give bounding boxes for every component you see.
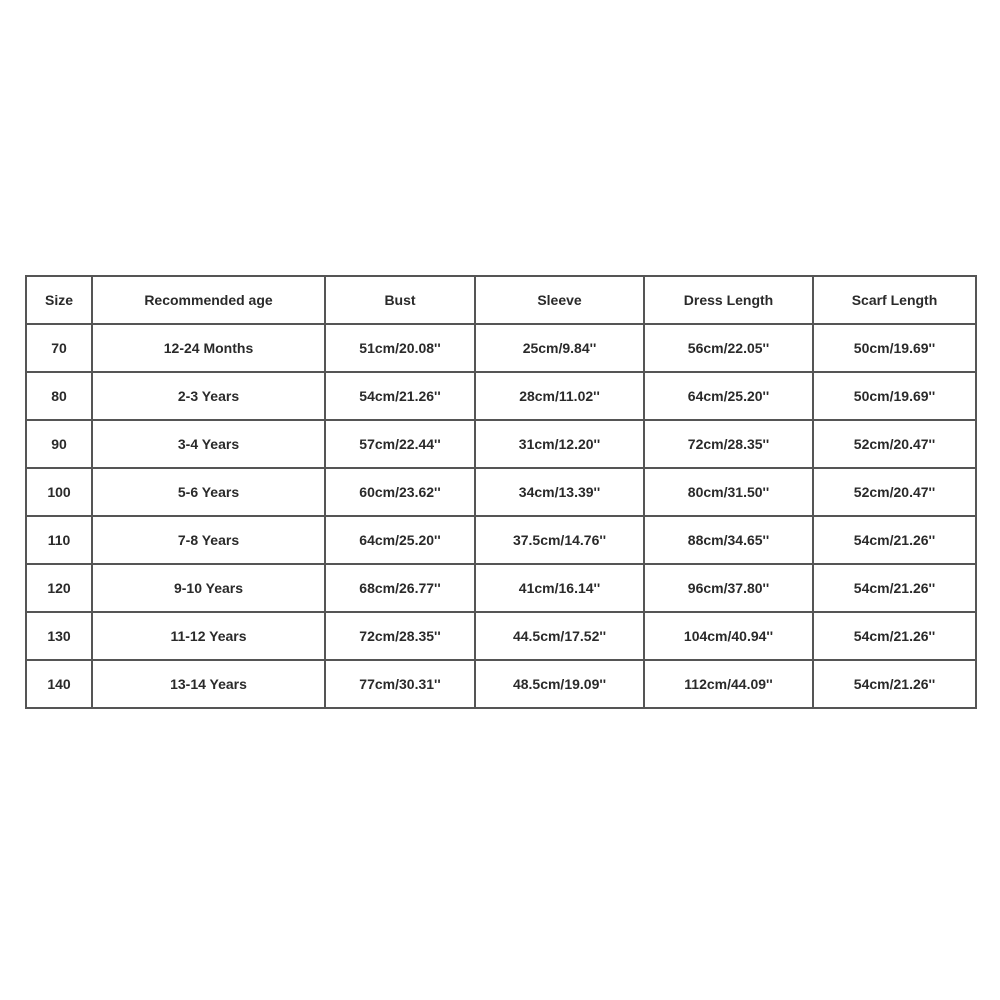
cell-dress-length: 64cm/25.20'' xyxy=(644,372,813,420)
cell-size: 100 xyxy=(26,468,92,516)
cell-sleeve: 48.5cm/19.09'' xyxy=(475,660,644,708)
cell-sleeve: 31cm/12.20'' xyxy=(475,420,644,468)
header-bust: Bust xyxy=(325,276,475,324)
cell-recommended-age: 5-6 Years xyxy=(92,468,325,516)
size-chart-header xyxy=(26,276,976,324)
cell-bust: 51cm/20.08'' xyxy=(325,324,475,372)
cell-size: 110 xyxy=(26,516,92,564)
table-row xyxy=(26,324,976,372)
cell-sleeve: 28cm/11.02'' xyxy=(475,372,644,420)
cell-recommended-age: 7-8 Years xyxy=(92,516,325,564)
cell-recommended-age: 3-4 Years xyxy=(92,420,325,468)
size-chart-body xyxy=(26,324,976,708)
cell-bust: 64cm/25.20'' xyxy=(325,516,475,564)
cell-bust: 77cm/30.31'' xyxy=(325,660,475,708)
cell-bust: 68cm/26.77'' xyxy=(325,564,475,612)
cell-size: 130 xyxy=(26,612,92,660)
header-scarf-length: Scarf Length xyxy=(813,276,976,324)
table-row xyxy=(26,660,976,708)
table-row xyxy=(26,564,976,612)
cell-sleeve: 25cm/9.84'' xyxy=(475,324,644,372)
cell-recommended-age: 2-3 Years xyxy=(92,372,325,420)
cell-scarf-length: 50cm/19.69'' xyxy=(813,324,976,372)
header-size: Size xyxy=(26,276,92,324)
cell-sleeve: 37.5cm/14.76'' xyxy=(475,516,644,564)
cell-scarf-length: 54cm/21.26'' xyxy=(813,612,976,660)
cell-recommended-age: 12-24 Months xyxy=(92,324,325,372)
header-row xyxy=(26,276,976,324)
cell-recommended-age: 11-12 Years xyxy=(92,612,325,660)
table-row xyxy=(26,468,976,516)
table-row xyxy=(26,372,976,420)
cell-size: 80 xyxy=(26,372,92,420)
cell-scarf-length: 52cm/20.47'' xyxy=(813,420,976,468)
cell-bust: 57cm/22.44'' xyxy=(325,420,475,468)
cell-dress-length: 112cm/44.09'' xyxy=(644,660,813,708)
cell-bust: 72cm/28.35'' xyxy=(325,612,475,660)
cell-size: 70 xyxy=(26,324,92,372)
header-sleeve: Sleeve xyxy=(475,276,644,324)
cell-dress-length: 56cm/22.05'' xyxy=(644,324,813,372)
cell-dress-length: 72cm/28.35'' xyxy=(644,420,813,468)
cell-bust: 54cm/21.26'' xyxy=(325,372,475,420)
size-chart-table xyxy=(25,275,977,709)
cell-sleeve: 44.5cm/17.52'' xyxy=(475,612,644,660)
cell-scarf-length: 54cm/21.26'' xyxy=(813,660,976,708)
cell-size: 120 xyxy=(26,564,92,612)
header-recommended-age: Recommended age xyxy=(92,276,325,324)
header-dress-length: Dress Length xyxy=(644,276,813,324)
cell-scarf-length: 54cm/21.26'' xyxy=(813,564,976,612)
cell-recommended-age: 9-10 Years xyxy=(92,564,325,612)
cell-scarf-length: 54cm/21.26'' xyxy=(813,516,976,564)
cell-sleeve: 34cm/13.39'' xyxy=(475,468,644,516)
cell-size: 90 xyxy=(26,420,92,468)
table-row xyxy=(26,516,976,564)
table-row xyxy=(26,420,976,468)
cell-dress-length: 80cm/31.50'' xyxy=(644,468,813,516)
cell-scarf-length: 52cm/20.47'' xyxy=(813,468,976,516)
cell-recommended-age: 13-14 Years xyxy=(92,660,325,708)
cell-size: 140 xyxy=(26,660,92,708)
cell-dress-length: 88cm/34.65'' xyxy=(644,516,813,564)
cell-sleeve: 41cm/16.14'' xyxy=(475,564,644,612)
table-row xyxy=(26,612,976,660)
cell-scarf-length: 50cm/19.69'' xyxy=(813,372,976,420)
cell-dress-length: 104cm/40.94'' xyxy=(644,612,813,660)
cell-bust: 60cm/23.62'' xyxy=(325,468,475,516)
cell-dress-length: 96cm/37.80'' xyxy=(644,564,813,612)
